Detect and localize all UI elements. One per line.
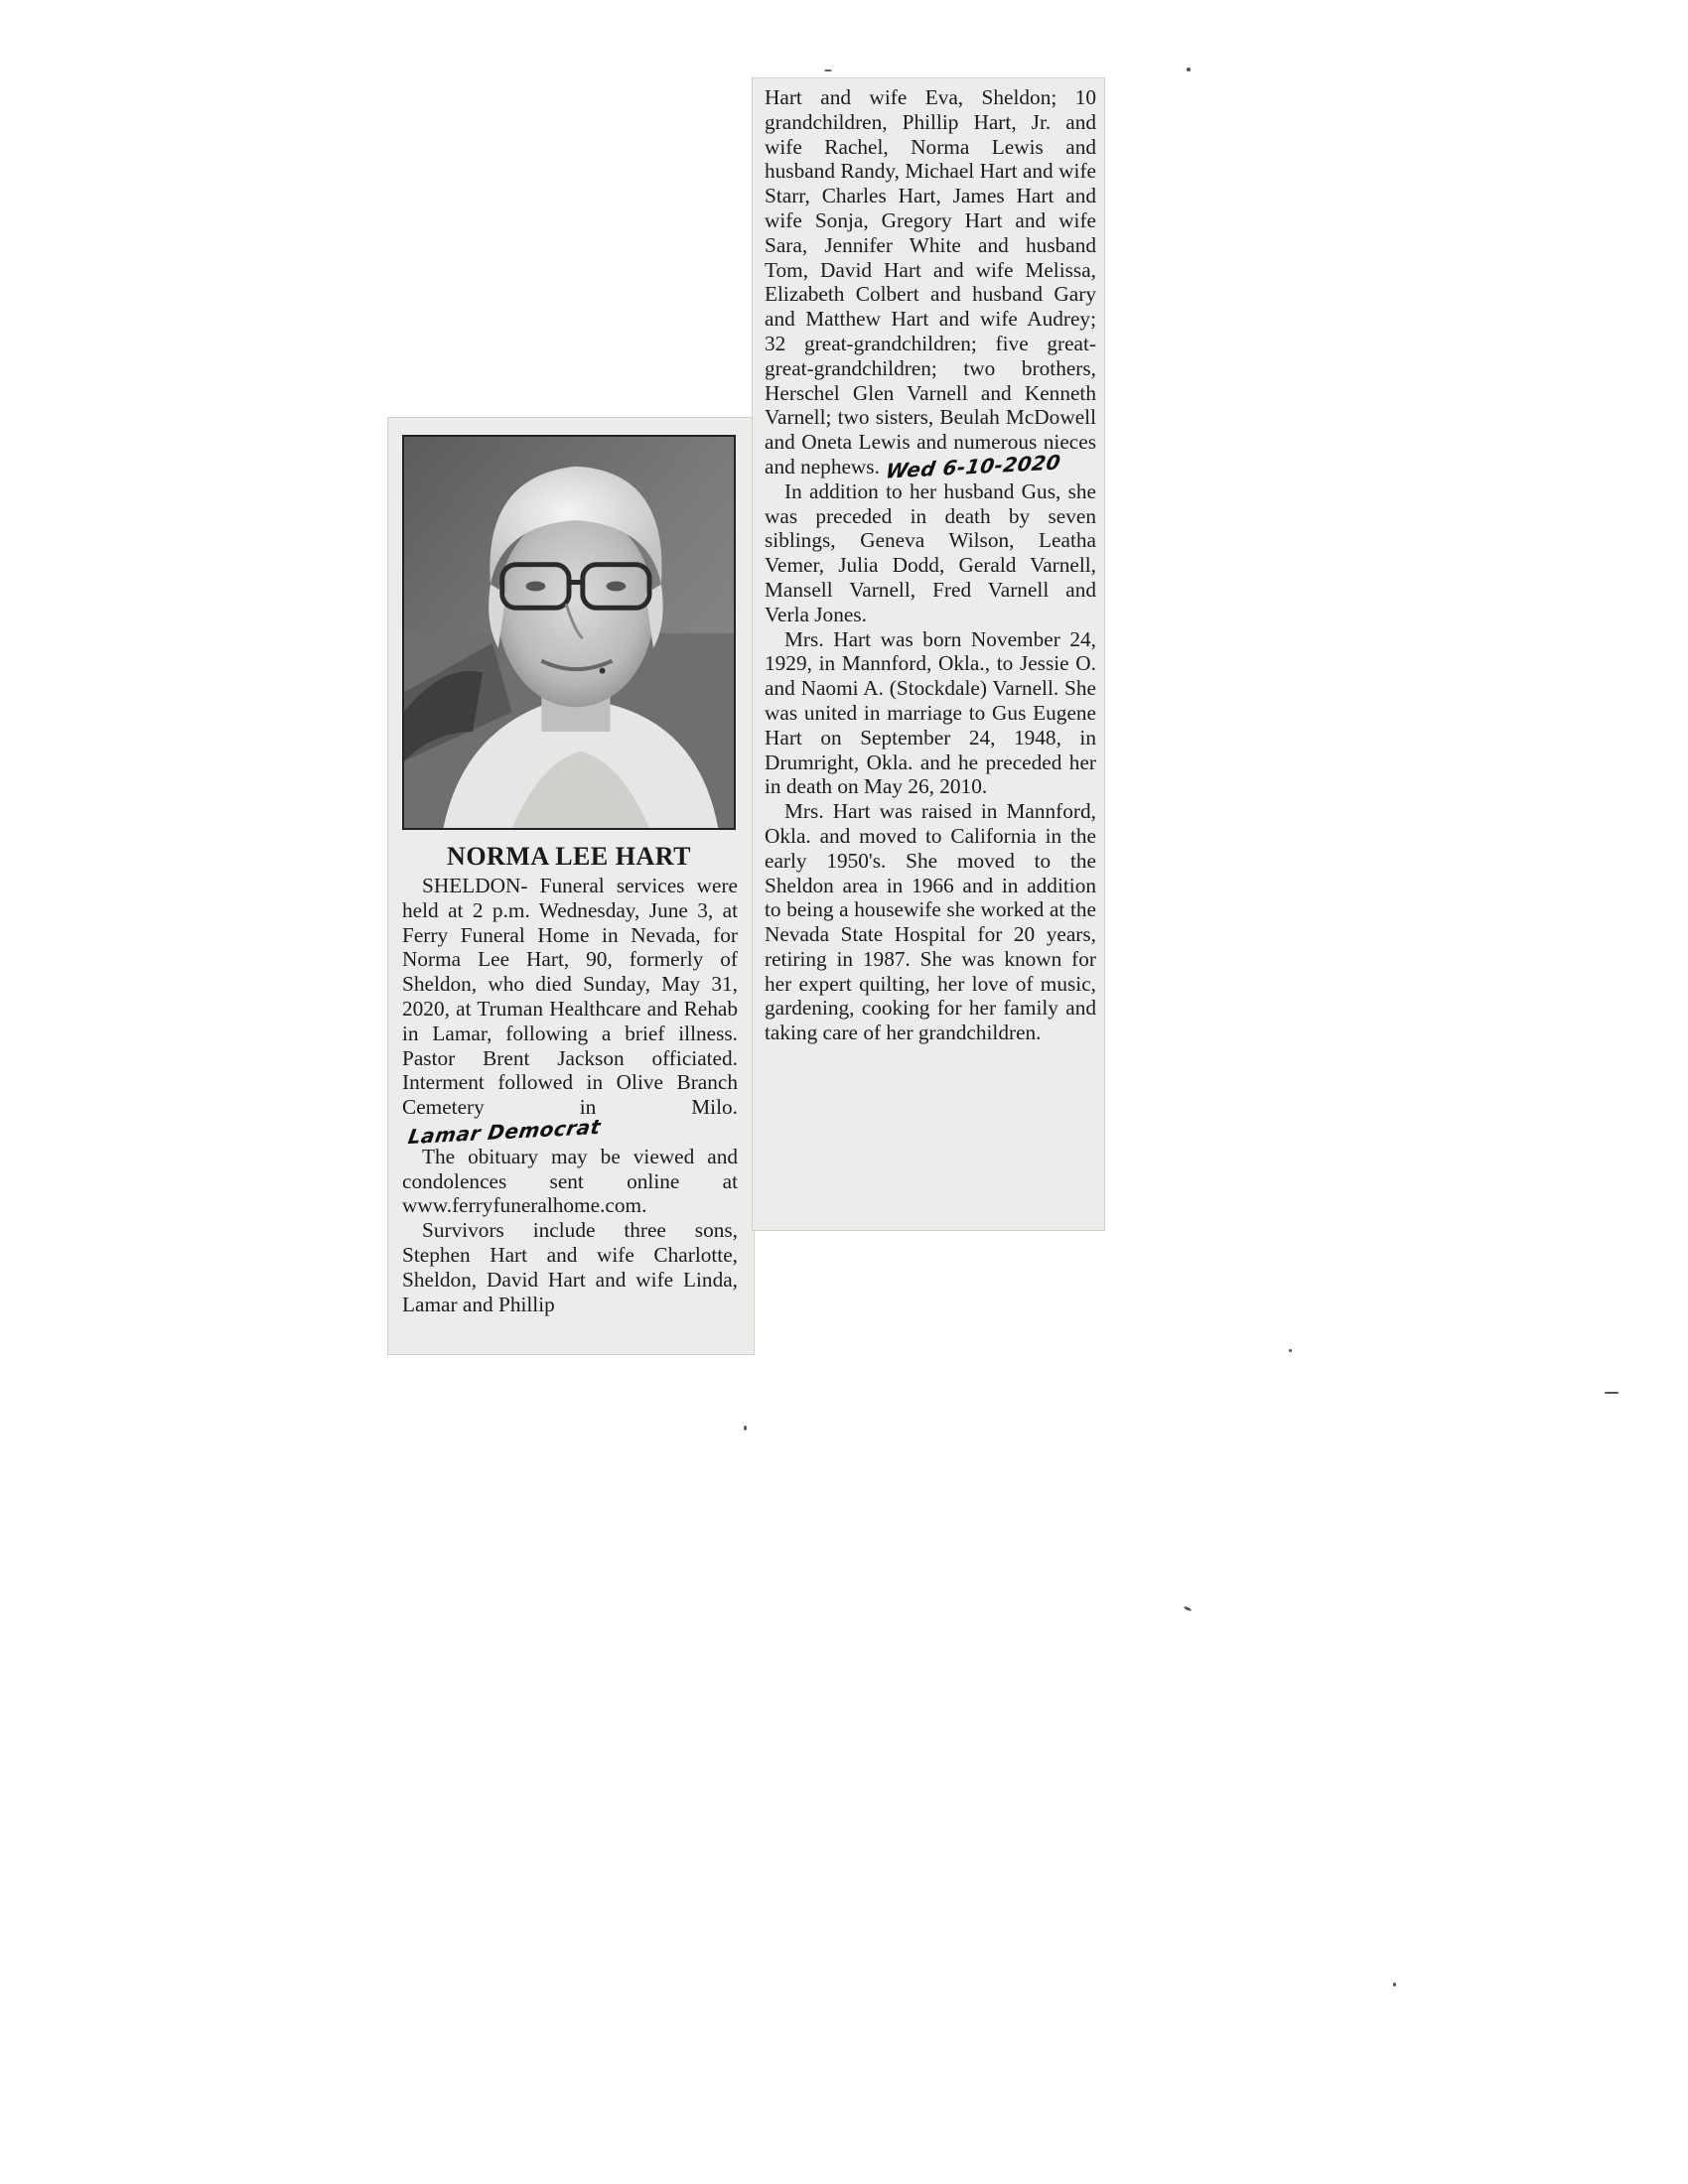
clipping-right-column <box>752 77 1105 1231</box>
left-column-text <box>402 874 738 1316</box>
portrait-photo <box>402 435 736 830</box>
scan-speck <box>1393 1982 1396 1986</box>
paragraph-online-obituary: The obituary may be viewed and condolences sent online at www.ferryfuneralhome.com. <box>402 1144 738 1218</box>
portrait-image <box>404 437 734 828</box>
paragraph-funeral-services <box>402 874 738 1150</box>
obituary-headline: NORMA LEE HART <box>447 842 691 871</box>
clipping-left-column <box>387 417 755 1355</box>
paragraph-survivors: Survivors include three sons, Stephen Hart and wife Charlotte, Sheldon, David Hart and wife Linda, Lamar and Phillip <box>402 1218 738 1316</box>
scan-speck <box>1605 1392 1618 1394</box>
handwritten-source-note: Lamar Democrat <box>406 1114 603 1150</box>
scan-speck <box>1187 68 1191 71</box>
paragraph-survivors-continued <box>765 85 1096 483</box>
handwritten-date-note: Wed 6-10-2020 <box>884 450 1062 483</box>
paragraph-text: SHELDON- Funeral services were held at 2 p.m. Wednesday, June 3, at Ferry Funeral Home in Nevada, for Norma Lee Hart, 90, formerly of Sheldon, who died Sunday, May 31, 2020, at Truman Healthcare and Rehab in Lamar, following a brief illness. Pastor Brent Jackson officiated. Interment followed in Olive Branch Cemetery in Milo. <box>402 874 738 1120</box>
paragraph-birth-marriage: Mrs. Hart was born November 24, 1929, in Mannford, Okla., to Jessie O. and Naomi A. (Stockdale) Varnell. She was united in marriage to Gus Eugene Hart on September 24, 1948, in Drumright, Okla. and he preceded her in death on May 26, 2010. <box>765 626 1096 799</box>
paragraph-text: Hart and wife Eva, Sheldon; 10 grandchildren, Phillip Hart, Jr. and wife Rachel, Norma Lewis and husband Randy, Michael Hart and wife Starr, Charles Hart, James Hart and wife Sonja, Gregory Hart and wife Sara, Jennifer White and husband Tom, David Hart and wife Melissa, Elizabeth Colbert and husband Gary and Matthew Hart and wife Audrey; 32 great-grandchildren; five great-great-grandchildren; two brothers, Herschel Glen Varnell and Kenneth Varnell; two sisters, Beulah McDowell and Oneta Lewis and numerous nieces and nephews. <box>765 85 1096 478</box>
scan-speck <box>824 69 832 71</box>
paragraph-life-history: Mrs. Hart was raised in Mannford, Okla. and moved to California in the early 1950's. She moved to the Sheldon area in 1966 and in addition to being a housewife she worked at the Nevada State Hospital for 20 years, retiring in 1987. She was known for her expert quilting, her love of music, gardening, cooking for her family and taking care of her grandchildren. <box>765 799 1096 1045</box>
scan-speck <box>1184 1605 1193 1611</box>
scan-speck <box>1289 1349 1292 1352</box>
scan-speck <box>744 1426 747 1431</box>
paragraph-preceded-in-death: In addition to her husband Gus, she was preceded in death by seven siblings, Geneva Wilson, Leatha Vemer, Julia Dodd, Gerald Varnell, Mansell Varnell, Fred Varnell and Verla Jones. <box>765 478 1096 626</box>
right-column-text <box>765 85 1096 1045</box>
